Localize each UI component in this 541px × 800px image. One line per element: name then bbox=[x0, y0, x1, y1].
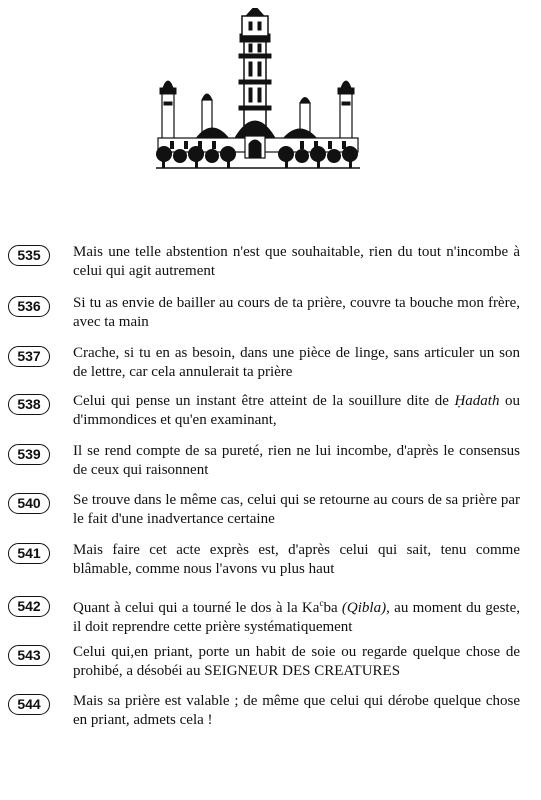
verse-number-badge: 544 bbox=[8, 694, 50, 715]
verse-number-badge: 536 bbox=[8, 296, 50, 317]
verse-text: Mais faire cet acte exprès est, d'après celui qui sait, tenu comme blâmable, comme nous l'avons vu plus haut bbox=[73, 542, 520, 577]
verse-number-badge: 543 bbox=[8, 645, 50, 666]
verse-number-badge: 537 bbox=[8, 346, 50, 367]
mosque-illustration bbox=[150, 8, 365, 173]
verse-text: Se trouve dans le même cas, celui qui se retourne au cours de sa prière par le fait d'une inadvertance certaine bbox=[73, 492, 520, 527]
verse-number-badge: 538 bbox=[8, 394, 50, 415]
verse-text: Crache, si tu en as besoin, dans une pièce de linge, sans articuler un son de lettre, car cela annulerait ta prière bbox=[73, 345, 520, 380]
verse-number-badge: 541 bbox=[8, 543, 50, 564]
verse-text: Celui qui pense un instant être atteint de la souillure dite de Ḥadath ou d'immondices et qu'en examinant, bbox=[73, 393, 520, 428]
verse-number-badge: 535 bbox=[8, 245, 50, 266]
verse-text: Quant à celui qui a tourné le dos à la Ka$^c$ba (Qibla), au moment du geste, il doit reprendre cette prière systématiquement bbox=[73, 598, 521, 635]
verse-number-badge: 539 bbox=[8, 444, 50, 465]
verse-text: Mais une telle abstention n'est que souhaitable, rien du tout n'incombe à celui qui agit autrement bbox=[73, 244, 520, 279]
verse-text: Celui qui,en priant, porte un habit de soie ou regarde quelque chose de prohibé, a désobéi au SEIGNEUR DES CREATURES bbox=[73, 644, 520, 679]
verse-number-badge: 540 bbox=[8, 493, 50, 514]
verse-number-badge: 542 bbox=[8, 596, 50, 617]
verse-text: Mais sa prière est valable ; de même que celui qui dérobe quelque chose en priant, admets cela ! bbox=[73, 693, 520, 728]
verse-text: Si tu as envie de bailler au cours de ta prière, couvre ta bouche mon frère, avec ta main bbox=[73, 295, 520, 330]
verse-text: Il se rend compte de sa pureté, rien ne lui incombe, d'après le consensus de ceux qui raisonnent bbox=[73, 443, 520, 478]
